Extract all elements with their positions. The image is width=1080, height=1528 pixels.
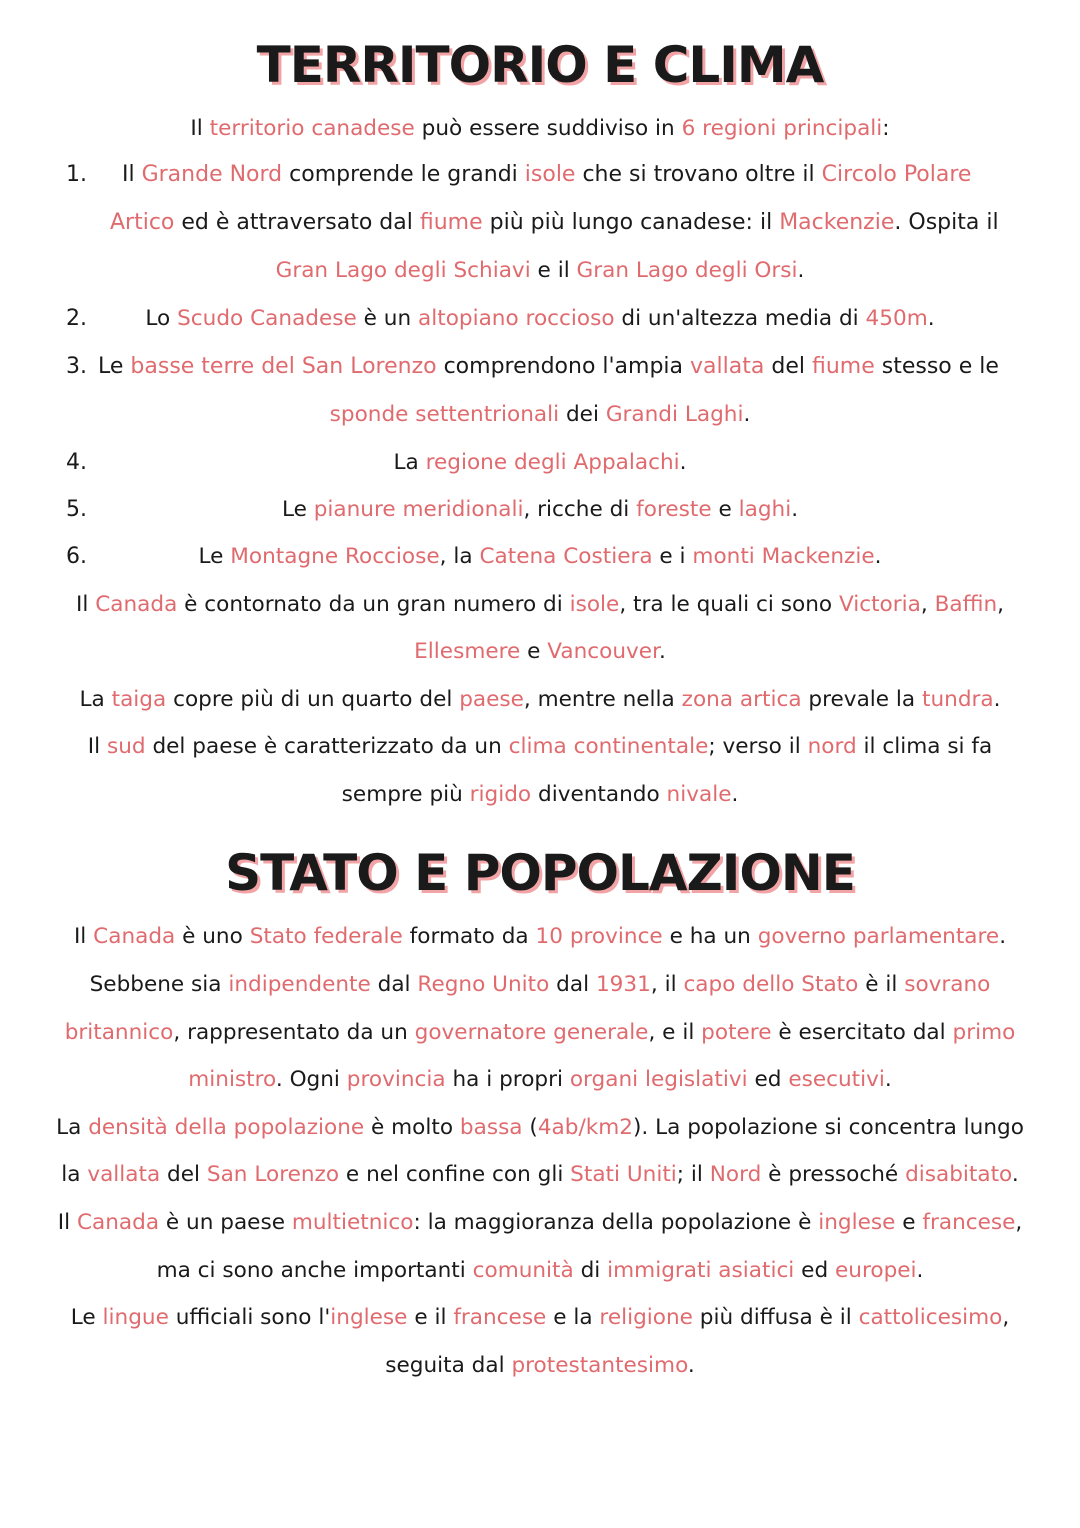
highlighted-term: laghi — [738, 497, 792, 522]
highlighted-term: Canada — [95, 592, 178, 617]
highlighted-term: San Lorenzo — [206, 1162, 340, 1187]
highlighted-term: primo — [952, 1020, 1016, 1045]
text-segment: dal — [549, 972, 596, 997]
text-segment: . — [993, 687, 1001, 712]
paragraph-isole-line-1 — [0, 590, 1080, 620]
text-segment: e — [520, 639, 548, 664]
highlighted-term: 450m — [865, 306, 928, 331]
highlighted-term: paese — [459, 687, 524, 712]
text-segment: . — [658, 639, 666, 664]
text-segment: Le — [98, 354, 131, 379]
highlighted-term: isole — [569, 592, 620, 617]
text-segment: è un — [356, 306, 419, 331]
highlighted-term: Catena Costiera — [479, 544, 653, 569]
highlighted-term: Scudo Canadese — [177, 306, 357, 331]
highlighted-term: Montagne Rocciose — [230, 544, 440, 569]
text-segment: . — [791, 497, 799, 522]
paragraph-stato-line-2 — [0, 970, 1080, 1000]
highlighted-term: governo parlamentare — [757, 924, 1000, 949]
highlighted-term: Canada — [93, 924, 176, 949]
intro-line — [0, 114, 1080, 144]
highlighted-term: zona artica — [681, 687, 802, 712]
highlighted-term: Stato federale — [249, 924, 403, 949]
highlighted-term: nord — [807, 734, 857, 759]
text-segment: del — [764, 354, 812, 379]
text-segment: . — [999, 924, 1007, 949]
highlighted-term: foreste — [636, 497, 712, 522]
list-item-2-line-1 — [0, 304, 1080, 334]
highlighted-term: francese — [453, 1305, 547, 1330]
text-segment: , la — [439, 544, 480, 569]
highlighted-term: inglese — [818, 1210, 896, 1235]
text-segment: e il — [407, 1305, 454, 1330]
highlighted-term: francese — [922, 1210, 1016, 1235]
text-segment: e ha un — [662, 924, 758, 949]
highlighted-term: Grande Nord — [141, 162, 283, 187]
highlighted-term: britannico — [64, 1020, 174, 1045]
highlighted-term: vallata — [87, 1162, 161, 1187]
text-segment: , tra le quali ci sono — [619, 592, 839, 617]
highlighted-term: esecutivi — [788, 1067, 885, 1092]
text-segment: . — [927, 306, 935, 331]
paragraph-stato-line-1 — [0, 922, 1080, 952]
highlighted-term: sponde settentrionali — [329, 402, 560, 427]
highlighted-term: basse terre del San Lorenzo — [130, 354, 437, 379]
paragraph-densita-line-1 — [0, 1113, 1080, 1143]
paragraph-lingue-line-2 — [0, 1351, 1080, 1381]
text-segment: è esercitato dal — [771, 1020, 953, 1045]
highlighted-term: territorio canadese — [209, 116, 415, 141]
highlighted-term: immigrati asiatici — [607, 1258, 795, 1283]
text-segment: Il — [75, 592, 96, 617]
paragraph-multietnico-line-1 — [0, 1208, 1080, 1238]
list-number-4: 4. — [66, 450, 87, 475]
highlighted-term: altopiano roccioso — [418, 306, 615, 331]
text-segment: . — [874, 544, 882, 569]
text-segment: Il — [73, 924, 94, 949]
text-segment: . — [797, 258, 805, 283]
text-segment: . — [687, 1353, 695, 1378]
text-segment: e — [711, 497, 739, 522]
text-segment: e il — [530, 258, 577, 283]
text-segment: dei — [559, 402, 606, 427]
text-segment: ed — [794, 1258, 836, 1283]
highlighted-term: fiume — [419, 210, 483, 235]
text-segment: sempre più — [341, 782, 470, 807]
paragraph-isole-line-2 — [0, 637, 1080, 667]
text-segment: Le — [281, 497, 314, 522]
paragraph-stato-line-3 — [0, 1018, 1080, 1048]
highlighted-term: 6 regioni principali — [681, 116, 883, 141]
list-item-3-line-2 — [0, 400, 1080, 430]
highlighted-term: 1931 — [595, 972, 651, 997]
text-segment: , rappresentato da un — [173, 1020, 415, 1045]
highlighted-term: governatore generale — [414, 1020, 649, 1045]
text-segment: Sebbene sia — [89, 972, 229, 997]
highlighted-term: indipendente — [228, 972, 371, 997]
list-item-4-line-1 — [0, 448, 1080, 478]
text-segment: ). La popolazione si concentra lungo — [633, 1115, 1024, 1140]
text-segment: Le — [198, 544, 231, 569]
text-segment: copre più di un quarto del — [166, 687, 460, 712]
highlighted-term: multietnico — [291, 1210, 414, 1235]
text-segment: . Ogni — [275, 1067, 347, 1092]
highlighted-term: potere — [701, 1020, 772, 1045]
highlighted-term: disabitato — [905, 1162, 1012, 1187]
text-segment: , mentre nella — [523, 687, 682, 712]
highlighted-term: vallata — [690, 354, 765, 379]
text-segment: . — [916, 1258, 924, 1283]
highlighted-term: regione degli Appalachi — [425, 450, 680, 475]
paragraph-lingue-line-1 — [0, 1303, 1080, 1333]
highlighted-term: sovrano — [904, 972, 991, 997]
text-segment: e i — [652, 544, 693, 569]
section-title-stato: STATO E POPOLAZIONE — [225, 844, 855, 902]
text-segment: . — [743, 402, 751, 427]
text-segment: . Ospita il — [894, 210, 999, 235]
list-number-6: 6. — [66, 544, 87, 569]
text-segment: del paese è caratterizzato da un — [145, 734, 509, 759]
text-segment: , il — [650, 972, 684, 997]
highlighted-term: europei — [835, 1258, 917, 1283]
text-segment: La — [79, 687, 112, 712]
text-segment: , — [997, 592, 1004, 617]
text-segment: di un'altezza media di — [614, 306, 866, 331]
text-segment: stesso e le — [874, 354, 999, 379]
list-number-5: 5. — [66, 497, 87, 522]
list-number-2: 2. — [66, 306, 87, 331]
text-segment: e la — [546, 1305, 600, 1330]
list-item-5-line-1 — [0, 495, 1080, 525]
text-segment: diventando — [531, 782, 667, 807]
highlighted-term: Nord — [709, 1162, 762, 1187]
text-segment: che si trovano oltre il — [575, 162, 822, 187]
highlighted-term: Circolo Polare — [821, 162, 972, 187]
text-segment: è il — [858, 972, 905, 997]
paragraph-taiga-line-1 — [0, 685, 1080, 715]
text-segment: Il — [122, 162, 142, 187]
text-segment: più diffusa è il — [692, 1305, 859, 1330]
highlighted-term: clima continentale — [508, 734, 709, 759]
text-segment: . — [884, 1067, 892, 1092]
text-segment: dal — [370, 972, 418, 997]
highlighted-term: nivale — [666, 782, 732, 807]
list-item-3-line-1 — [98, 352, 999, 382]
highlighted-term: Ellesmere — [414, 639, 521, 664]
highlighted-term: Victoria — [838, 592, 921, 617]
text-segment: . — [731, 782, 739, 807]
paragraph-multietnico-line-2 — [0, 1256, 1080, 1286]
highlighted-term: 10 province — [535, 924, 663, 949]
highlighted-term: Grandi Laghi — [605, 402, 744, 427]
text-segment: può essere suddiviso in — [414, 116, 682, 141]
text-segment: La — [56, 1115, 89, 1140]
text-segment: ; verso il — [708, 734, 808, 759]
highlighted-term: inglese — [330, 1305, 408, 1330]
highlighted-term: protestantesimo — [511, 1353, 688, 1378]
text-segment: ma ci sono anche importanti — [156, 1258, 473, 1283]
text-segment: prevale la — [801, 687, 923, 712]
list-item-1-line-2 — [110, 208, 999, 238]
list-number-1: 1. — [66, 162, 87, 187]
text-segment: e nel confine con gli — [339, 1162, 571, 1187]
paragraph-densita-line-2 — [0, 1160, 1080, 1190]
text-segment: ufficiali sono l' — [168, 1305, 331, 1330]
text-segment: comprendono l'ampia — [436, 354, 691, 379]
highlighted-term: Vancouver — [547, 639, 659, 664]
highlighted-term: lingue — [102, 1305, 169, 1330]
text-segment: è un paese — [159, 1210, 292, 1235]
highlighted-term: Baffin — [934, 592, 998, 617]
text-segment: ha i propri — [445, 1067, 570, 1092]
highlighted-term: comunità — [472, 1258, 574, 1283]
text-segment: , e il — [648, 1020, 702, 1045]
text-segment: ed — [747, 1067, 789, 1092]
highlighted-term: organi legislativi — [569, 1067, 748, 1092]
highlighted-term: Artico — [110, 210, 175, 235]
highlighted-term: Regno Unito — [417, 972, 550, 997]
text-segment: e — [895, 1210, 923, 1235]
paragraph-stato-line-4 — [0, 1065, 1080, 1095]
text-segment: formato da — [402, 924, 536, 949]
text-segment: , ricche di — [523, 497, 637, 522]
highlighted-term: sud — [106, 734, 146, 759]
text-segment: è pressoché — [761, 1162, 906, 1187]
text-segment: è molto — [364, 1115, 460, 1140]
highlighted-term: Stati Uniti — [570, 1162, 677, 1187]
text-segment: Le — [70, 1305, 103, 1330]
text-segment: . — [1011, 1162, 1019, 1187]
list-item-1-line-1 — [122, 160, 971, 190]
paragraph-clima-line-1 — [0, 732, 1080, 762]
text-segment: di — [573, 1258, 608, 1283]
highlighted-term: taiga — [111, 687, 167, 712]
highlighted-term: isole — [524, 162, 576, 187]
text-segment: ; il — [676, 1162, 710, 1187]
text-segment: : la maggioranza della popolazione è — [413, 1210, 819, 1235]
highlighted-term: densità della popolazione — [88, 1115, 365, 1140]
text-segment: , — [1002, 1305, 1010, 1330]
text-segment: del — [160, 1162, 207, 1187]
highlighted-term: cattolicesimo — [858, 1305, 1003, 1330]
highlighted-term: fiume — [811, 354, 875, 379]
text-segment: seguita dal — [385, 1353, 512, 1378]
text-segment: Lo — [145, 306, 178, 331]
highlighted-term: Canada — [76, 1210, 160, 1235]
text-segment: il clima si fa — [856, 734, 993, 759]
list-item-6-line-1 — [0, 542, 1080, 572]
highlighted-term: Gran Lago degli Schiavi — [275, 258, 531, 283]
highlighted-term: Mackenzie — [779, 210, 895, 235]
text-segment: è uno — [175, 924, 250, 949]
highlighted-term: pianure meridionali — [313, 497, 524, 522]
list-number-3: 3. — [66, 354, 87, 379]
highlighted-term: tundra — [922, 687, 994, 712]
text-segment: più più lungo canadese: il — [482, 210, 780, 235]
highlighted-term: rigido — [469, 782, 532, 807]
text-segment: , — [1015, 1210, 1023, 1235]
text-segment: comprende le grandi — [282, 162, 525, 187]
highlighted-term: religione — [599, 1305, 693, 1330]
text-segment: è contornato da un gran numero di — [177, 592, 570, 617]
text-segment: Il — [87, 734, 107, 759]
list-item-1-line-3 — [0, 256, 1080, 286]
highlighted-term: capo dello Stato — [683, 972, 859, 997]
text-segment: ( — [522, 1115, 538, 1140]
highlighted-term: 4ab/km2 — [537, 1115, 633, 1140]
text-segment: : — [882, 116, 890, 141]
section-title-territorio: TERRITORIO E CLIMA — [256, 36, 824, 94]
text-segment: Il — [57, 1210, 77, 1235]
text-segment: la — [61, 1162, 88, 1187]
text-segment: La — [393, 450, 426, 475]
text-segment: , — [920, 592, 935, 617]
highlighted-term: provincia — [346, 1067, 446, 1092]
highlighted-term: bassa — [459, 1115, 523, 1140]
highlighted-term: Gran Lago degli Orsi — [576, 258, 798, 283]
text-segment: . — [679, 450, 687, 475]
text-segment: ed è attraversato dal — [174, 210, 420, 235]
highlighted-term: monti Mackenzie — [692, 544, 875, 569]
paragraph-clima-line-2 — [0, 780, 1080, 810]
text-segment: Il — [190, 116, 210, 141]
highlighted-term: ministro — [188, 1067, 276, 1092]
